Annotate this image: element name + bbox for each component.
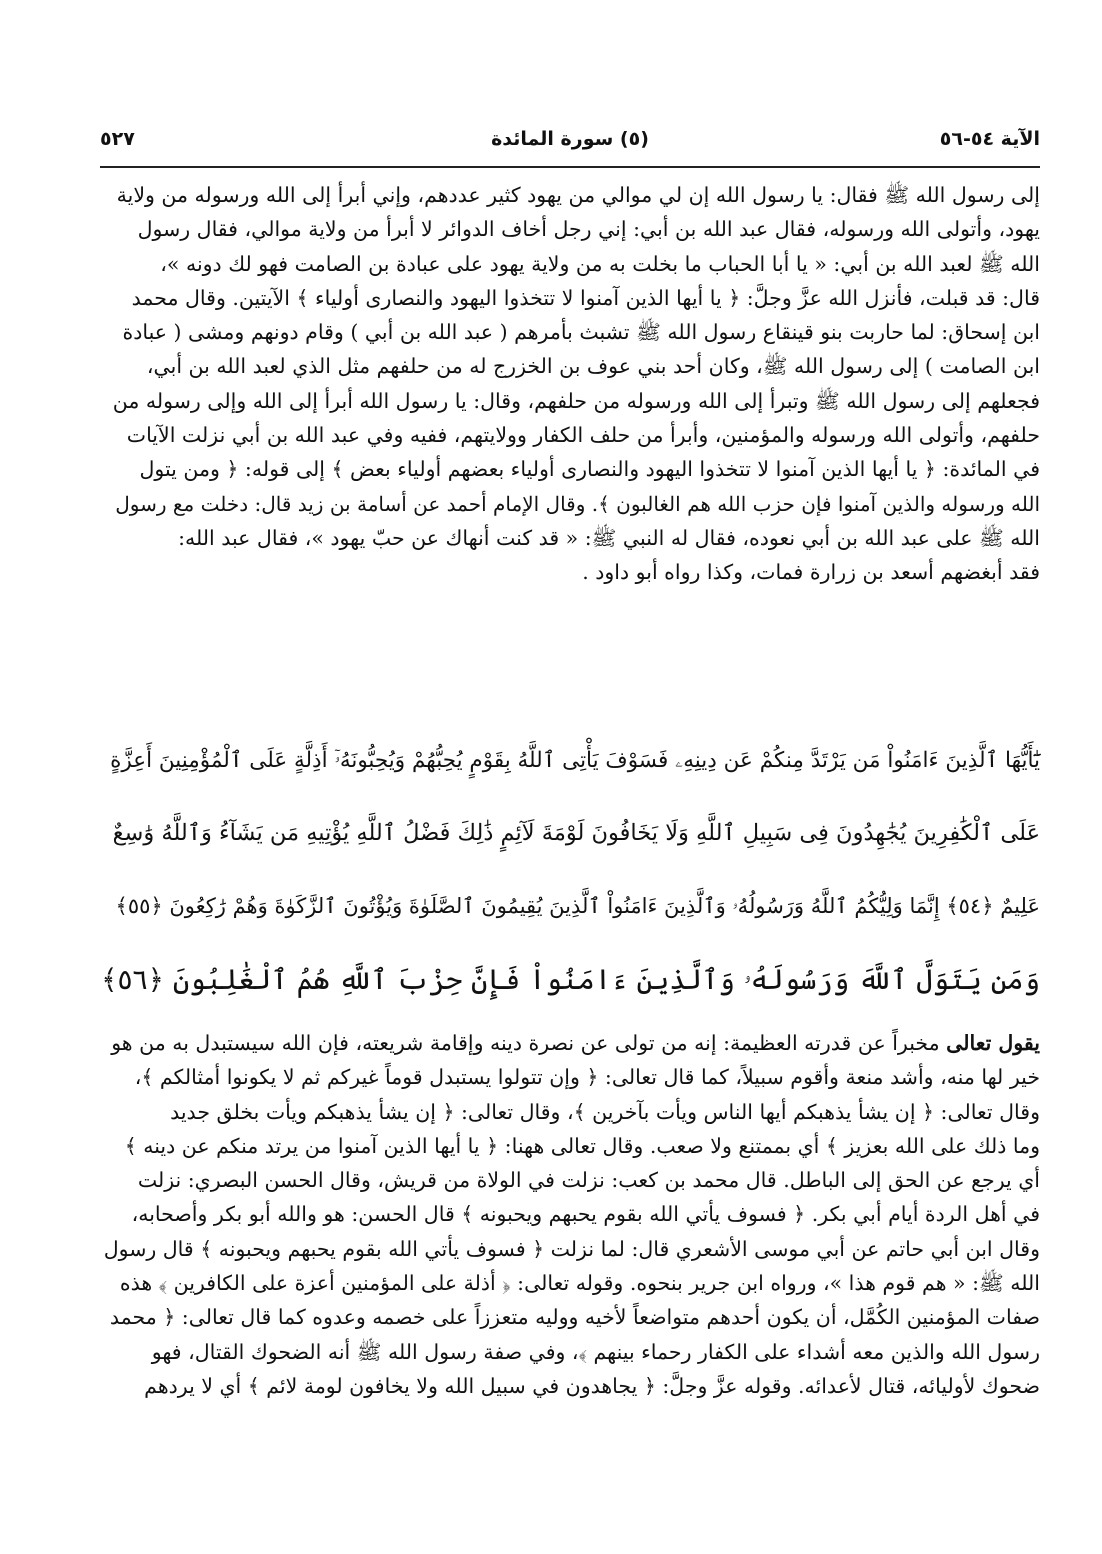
text-line: [100, 1026, 1040, 1060]
text-line: يهود، وأتولى الله ورسوله، فقال عبد الله بن أبي: إني رجل أخاف الدوائر لا أبرأ من ولاية موالي، فقال رسول: [137, 217, 1040, 242]
text-line: ضحوك لأوليائه، قتال لأعدائه. وقوله عزَّ وجلَّ: ﴿ يجاهدون في سبيل الله ولا يخافون لومة لائم ﴾ أي لا يردهم: [144, 1373, 1040, 1398]
running-header: [100, 128, 1040, 164]
text-line: وقال ابن أبي حاتم عن أبي موسى الأشعري قال: لما نزلت ﴿ فسوف يأتي الله بقوم يحبهم ويحبونه ﴾ قال رسول: [103, 1236, 1040, 1261]
verse-line: وَمَن يَتَوَلَّ ٱللَّهَ وَرَسُولَهُۥ وَٱلَّذِينَ ءَامَنُواْ فَإِنَّ حِزْبَ ٱللَّهِ هُمُ ٱلْغَٰلِبُونَ ﴿٥٦﴾: [101, 963, 1040, 996]
text-line: رسول الله والذين معه أشداء على الكفار رحماء بينهم ﴾، وفي صفة رسول الله ﷺ أنه الضحوك القتال، فهو: [151, 1339, 1040, 1364]
lead-phrase: يقول تعالى: [946, 1031, 1040, 1055]
text-line: ابن إسحاق: لما حاربت بنو قينقاع رسول الله ﷺ تشبث بأمرهم ( عبد الله بن أبي ) وقام دونهم ومشى ( عبادة: [122, 320, 1040, 345]
tafsir-top: [100, 178, 1040, 590]
text-line: وما ذلك على الله بعزيز ﴾ أي بممتنع ولا صعب. وقال تعالى ههنا: ﴿ يا أيها الذين آمنوا من يرتد منكم عن دينه ﴾: [124, 1133, 1040, 1158]
text-line: فقد أبغضهم أسعد بن زرارة فمات، وكذا رواه أبو داود .: [582, 560, 1040, 585]
text-line: حلفهم، وأتولى الله ورسوله والمؤمنين، وأبرأ من حلف الكفار وولايتهم، ففيه وفي عبد الله بن أبي نزلت الآيات: [126, 423, 1040, 448]
lead-rest: مخبراً عن قدرته العظيمة: إنه من تولى عن نصرة دينه وإقامة شريعته، فإن الله سيستبدل به من هو: [111, 1031, 947, 1055]
ayah-range: الآية ٥٤-٥٦: [939, 128, 1040, 150]
surah-name: (٥) سورة المائدة: [491, 128, 649, 150]
page-number: ٥٢٧: [100, 128, 135, 150]
verse-line: عَلِيمٌ ﴿٥٤﴾ إِنَّمَا وَلِيُّكُمُ ٱللَّهُ وَرَسُولُهُۥ وَٱلَّذِينَ ءَامَنُواْ ٱلَّذِينَ يُقِيمُونَ ٱلصَّلَوٰةَ وَيُؤْتُونَ ٱلزَّكَوٰةَ وَهُمْ رَٰكِعُونَ ﴿٥٥﴾: [115, 894, 1040, 918]
text-line: إلى رسول الله ﷺ فقال: يا رسول الله إن لي موالي من يهود كثير عددهم، وإني أبرأ إلى الله ورسوله من ولاية: [116, 183, 1040, 207]
quran-verses: [100, 724, 1040, 1016]
text-line: الله ﷺ: « هم قوم هذا »، ورواه ابن جرير بنحوه. وقوله تعالى: ﴿ أذلة على المؤمنين أعزة على الكافرين ﴾ هذه: [119, 1271, 1040, 1296]
text-line: الله ﷺ على عبد الله بن أبي نعوده، فقال له النبي ﷺ: « قد كنت أنهاك عن حبّ يهود »، فقال عبد الله:: [178, 525, 1040, 550]
text-line: الله ورسوله والذين آمنوا فإن حزب الله هم الغالبون ﴾. وقال الإمام أحمد عن أسامة بن زيد قال: دخلت مع رسول: [115, 491, 1040, 516]
text-line: ابن الصامت ) إلى رسول الله ﷺ، وكان أحد بني عوف بن الخزرج له من حلفهم مثل الذي لعبد الله بن أبي،: [146, 354, 1040, 379]
text-line: صفات المؤمنين الكُمَّل، أن يكون أحدهم متواضعاً لأخيه ووليه متعززاً على خصمه وعدوه كما قال تعالى: ﴿ محمد: [109, 1305, 1040, 1330]
text-line: الله ﷺ لعبد الله بن أبي: « يا أبا الحباب ما بخلت به من ولاية يهود على عبادة بن الصامت فهو لك دونه »،: [160, 251, 1040, 276]
verse-line: عَلَى ٱلْكَٰفِرِينَ يُجَٰهِدُونَ فِى سَبِيلِ ٱللَّهِ وَلَا يَخَافُونَ لَوْمَةَ لَآئِمٍ ذَٰلِكَ فَضْلُ ٱللَّهِ يُؤْتِيهِ مَن يَشَآءُ وَٱللَّهُ وَٰسِعٌ: [112, 820, 1040, 846]
verse-line: يَٰٓأَيُّهَا ٱلَّذِينَ ءَامَنُواْ مَن يَرْتَدَّ مِنكُمْ عَن دِينِهِۦ فَسَوْفَ يَأْتِى ٱللَّهُ بِقَوْمٍ يُحِبُّهُمْ وَيُحِبُّونَهُۥٓ أَذِلَّةٍ عَلَى ٱلْمُؤْمِنِينَ أَعِزَّةٍ: [110, 748, 1040, 773]
text-line: فجعلهم إلى رسول الله ﷺ وتبرأ إلى الله ورسوله من حلفهم، وقال: يا رسول الله أبرأ إلى الله وإلى رسوله من: [112, 388, 1040, 413]
text-line: أي يرجع عن الحق إلى الباطل. قال محمد بن كعب: نزلت في الولاة من قريش، وقال الحسن البصري: نزلت: [137, 1168, 1040, 1193]
header-rule: [100, 166, 1040, 168]
text-line: وقال تعالى: ﴿ إن يشأ يذهبكم أيها الناس ويأت بآخرين ﴾، وقال تعالى: ﴿ إن يشأ يذهبكم ويأت بخلق جديد: [170, 1099, 1040, 1124]
text-line: في المائدة: ﴿ يا أيها الذين آمنوا لا تتخذوا اليهود والنصارى أولياء بعضهم أولياء بعض ﴾ إلى قوله: ﴿ ومن يتول: [139, 457, 1040, 482]
text-line: قال: قد قبلت، فأنزل الله عزَّ وجلَّ: ﴿ يا أيها الذين آمنوا لا تتخذوا اليهود والنصارى أولياء ﴾ الآيتين. وقال محمد: [131, 285, 1040, 310]
text-line: في أهل الردة أيام أبي بكر. ﴿ فسوف يأتي الله بقوم يحبهم ويحبونه ﴾ قال الحسن: هو والله أبو بكر وأصحابه،: [131, 1202, 1040, 1227]
tafsir-bottom: [100, 1026, 1040, 1403]
text-line: خير لها منه، وأشد منعة وأقوم سبيلاً، كما قال تعالى: ﴿ وإن تتولوا يستبدل قوماً غيركم ثم لا يكونوا أمثالكم ﴾،: [134, 1065, 1040, 1090]
